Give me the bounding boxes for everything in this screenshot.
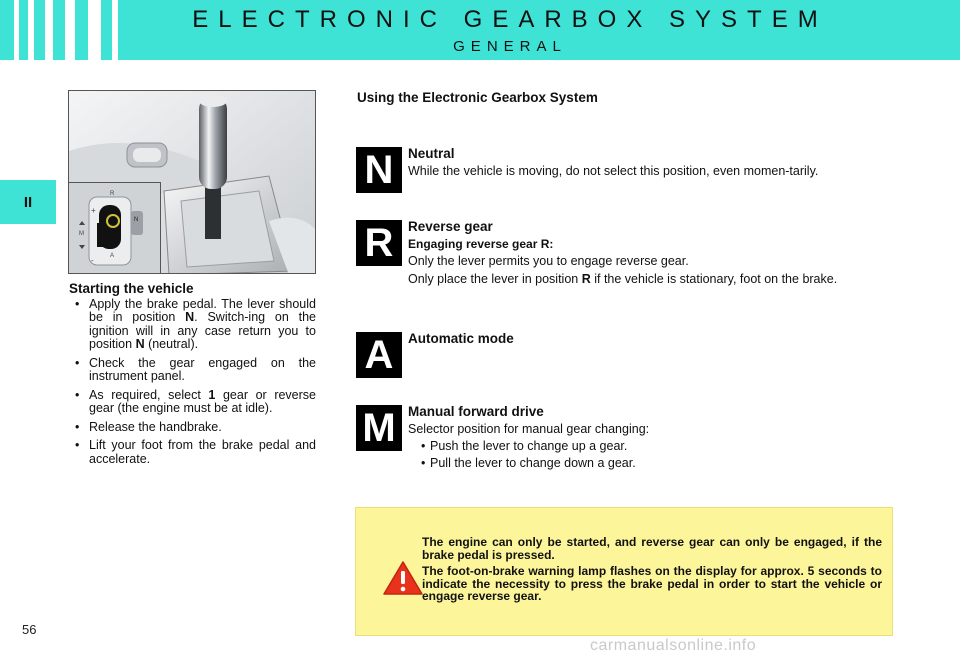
reverse-letter-icon: R	[356, 220, 402, 266]
reverse-section	[408, 220, 892, 290]
warning-box	[355, 507, 893, 636]
manual-heading: Manual forward drive	[408, 404, 544, 419]
page-header	[0, 0, 960, 60]
automatic-heading: Automatic mode	[408, 331, 514, 346]
chapter-tab: II	[0, 180, 56, 224]
list-item: • As required, select 1 gear or reverse gear (the engine must be at idle).	[69, 389, 316, 416]
reverse-text-2: Only place the lever in position R if the vehicle is stationary, foot on the brake.	[408, 271, 838, 286]
neutral-letter-icon: N	[356, 147, 402, 193]
manual-section	[408, 405, 892, 473]
neutral-heading: Neutral	[408, 146, 455, 161]
neutral-text: While the vehicle is moving, do not select this position, even momen-tarily.	[408, 163, 819, 178]
manual-letter-icon: M	[356, 405, 402, 451]
warning-text	[422, 536, 882, 607]
reverse-subheading: Engaging reverse gear R:	[408, 236, 554, 251]
warning-text-2: The foot-on-brake warning lamp flashes on the display for approx. 5 seconds to indicate the necessity to press the brake pedal in order to start the vehicle or engage reverse gear.	[422, 564, 882, 603]
inset-label-n: N	[134, 217, 139, 223]
inset-label-minus: -	[91, 256, 94, 265]
list-item: • Apply the brake pedal. The lever should be in position N. Switch-ing on the ignition will in any case return you to position N (neutral).	[69, 298, 316, 352]
inset-label-r: R	[110, 191, 115, 197]
page-subtitle: GENERAL	[453, 38, 567, 55]
using-gearbox-heading: Using the Electronic Gearbox System	[357, 90, 598, 105]
automatic-letter-icon: A	[356, 332, 402, 378]
reverse-heading: Reverse gear	[408, 219, 493, 234]
starting-vehicle-heading: Starting the vehicle	[69, 281, 194, 296]
watermark: carmanualsonline.info	[590, 637, 757, 654]
automatic-section	[408, 332, 892, 350]
warning-triangle-icon	[382, 560, 424, 596]
list-item: • Check the gear engaged on the instrument panel.	[69, 357, 316, 384]
list-item: • Pull the lever to change down a gear.	[408, 457, 892, 471]
neutral-section	[408, 147, 892, 182]
inset-label-a: A	[110, 253, 115, 259]
list-item: • Release the handbrake.	[69, 421, 316, 435]
starting-vehicle-section	[69, 282, 316, 471]
manual-text: Selector position for manual gear changing:	[408, 421, 650, 436]
warning-text-1: The engine can only be started, and reverse gear can only be engaged, if the brake pedal is pressed.	[422, 535, 882, 562]
reverse-text-1: Only the lever permits you to engage reverse gear.	[408, 254, 689, 268]
inset-label-m: M	[79, 231, 84, 237]
header-stripes	[0, 0, 120, 60]
gear-selector-inset-photo	[68, 182, 161, 274]
inset-label-plus: +	[91, 206, 96, 215]
page-number: 56	[22, 622, 37, 637]
page-title: ELECTRONIC GEARBOX SYSTEM	[192, 6, 828, 33]
list-item: • Lift your foot from the brake pedal and accelerate.	[69, 439, 316, 466]
list-item: • Push the lever to change up a gear.	[408, 440, 892, 454]
